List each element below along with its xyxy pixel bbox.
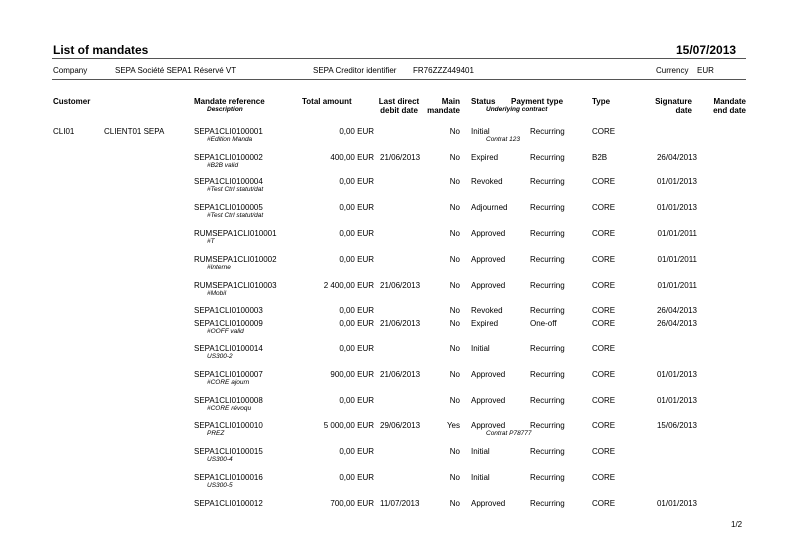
type: CORE: [592, 370, 616, 379]
main-mandate: No: [449, 203, 460, 212]
col-signature-date: [640, 97, 692, 115]
type: CORE: [592, 306, 616, 315]
last-debit-date: 21/06/2013: [380, 370, 421, 379]
type: CORE: [592, 447, 616, 456]
mandate-description: US300-2: [207, 353, 233, 360]
col-last-direct: [370, 97, 428, 115]
col-type: Type: [592, 97, 611, 106]
status: Expired: [471, 153, 499, 162]
payment-type: Recurring: [530, 153, 565, 162]
signature-date: 26/04/2013: [656, 306, 697, 315]
payment-type: Recurring: [530, 447, 565, 456]
status: Approved: [471, 229, 506, 238]
total-amount: 0,00 EUR: [339, 344, 374, 353]
type: CORE: [592, 127, 616, 136]
status: Initial: [471, 473, 490, 482]
title-rule: [52, 58, 746, 59]
mandate-ref: SEPA1CLI0100007: [194, 370, 263, 379]
signature-date: 01/01/2013: [656, 396, 697, 405]
mandate-description: US300-5: [207, 482, 233, 489]
payment-type: Recurring: [530, 306, 565, 315]
mandate-ref: SEPA1CLI0100015: [194, 447, 263, 456]
total-amount: 0,00 EUR: [339, 203, 374, 212]
mandate-ref: SEPA1CLI0100004: [194, 177, 263, 186]
payment-type: Recurring: [530, 499, 565, 508]
signature-date: 15/06/2013: [656, 421, 697, 430]
payment-type: Recurring: [530, 396, 565, 405]
mandate-ref: SEPA1CLI0100003: [194, 306, 263, 315]
mandate-description: PREZ: [207, 430, 225, 437]
signature-date: 01/01/2013: [656, 177, 697, 186]
total-amount: 0,00 EUR: [339, 127, 374, 136]
mandate-ref: RUMSEPA1CLI010001: [194, 229, 277, 238]
col-main-line1: Main: [441, 97, 460, 106]
signature-date: 01/01/2013: [656, 499, 697, 508]
type: CORE: [592, 344, 616, 353]
report-title: List of mandates: [53, 43, 149, 57]
total-amount: 0,00 EUR: [339, 255, 374, 264]
currency-value: EUR: [697, 66, 714, 75]
mandate-description: #Test Ctrl statut/dat: [207, 186, 264, 193]
col-signature-line2: date: [675, 106, 692, 115]
status: Adjourned: [471, 203, 508, 212]
info-rule: [52, 79, 746, 80]
mandate-ref: SEPA1CLI0100001: [194, 127, 263, 136]
mandate-ref: SEPA1CLI0100008: [194, 396, 263, 405]
last-debit-date: 11/07/2013: [380, 499, 420, 508]
main-mandate: No: [449, 473, 460, 482]
payment-type: Recurring: [530, 255, 565, 264]
mandate-ref: SEPA1CLI0100012: [194, 499, 263, 508]
mandate-description: #T: [207, 238, 215, 245]
mandate-ref: SEPA1CLI0100009: [194, 319, 263, 328]
payment-type: Recurring: [530, 421, 565, 430]
main-mandate: No: [449, 281, 460, 290]
col-last-direct-line2: debit date: [380, 106, 418, 115]
page-number: 1/2: [731, 520, 743, 529]
main-mandate: No: [449, 153, 460, 162]
total-amount: 0,00 EUR: [339, 306, 374, 315]
last-debit-date: 21/06/2013: [380, 319, 421, 328]
mandate-description: #Test Ctrl statut/dat: [207, 212, 264, 219]
company-value: SEPA Société SEPA1 Réservé VT: [115, 66, 237, 75]
report-date: 15/07/2013: [676, 43, 737, 57]
type: B2B: [592, 153, 608, 162]
main-mandate: No: [449, 229, 460, 238]
underlying-contract: Contrat P78777: [486, 430, 532, 437]
payment-type: Recurring: [530, 473, 565, 482]
payment-type: Recurring: [530, 177, 565, 186]
col-main-mandate: [424, 97, 460, 115]
signature-date: 01/01/2011: [657, 229, 697, 238]
type: CORE: [592, 499, 616, 508]
col-customer: Customer: [53, 97, 91, 106]
mandate-description: #CORE révoqu: [207, 405, 252, 412]
type: CORE: [592, 203, 616, 212]
col-payment-type: Payment type: [511, 97, 564, 106]
main-mandate: No: [449, 447, 460, 456]
mandate-description: US300-4: [207, 456, 233, 463]
status: Approved: [471, 499, 506, 508]
status: Initial: [471, 447, 490, 456]
type: CORE: [592, 229, 616, 238]
signature-date: 26/04/2013: [656, 153, 697, 162]
total-amount: 0,00 EUR: [339, 177, 374, 186]
status: Approved: [471, 370, 506, 379]
col-end-line1: Mandate: [713, 97, 746, 106]
status: Approved: [471, 421, 506, 430]
total-amount: 0,00 EUR: [339, 473, 374, 482]
signature-date: 01/01/2011: [657, 281, 697, 290]
total-amount: 5 000,00 EUR: [323, 421, 374, 430]
type: CORE: [592, 396, 616, 405]
col-description: Description: [207, 106, 243, 113]
total-amount: 700,00 EUR: [330, 499, 374, 508]
col-status: Status: [471, 97, 496, 106]
status: Revoked: [471, 306, 503, 315]
status: Approved: [471, 396, 506, 405]
mandate-description: #CORE ajourn: [207, 379, 250, 386]
last-debit-date: 21/06/2013: [380, 153, 421, 162]
total-amount: 900,00 EUR: [330, 370, 374, 379]
col-mandate-end: [696, 97, 746, 115]
type: CORE: [592, 281, 616, 290]
payment-type: Recurring: [530, 344, 565, 353]
total-amount: 0,00 EUR: [339, 447, 374, 456]
status: Initial: [471, 344, 490, 353]
main-mandate: No: [449, 370, 460, 379]
col-signature-line1: Signature: [655, 97, 692, 106]
signature-date: 01/01/2011: [657, 255, 697, 264]
col-end-line2: end date: [713, 106, 746, 115]
col-last-direct-line1: Last direct: [378, 97, 420, 106]
col-total-amount: Total amount: [302, 97, 352, 106]
mandate-description: #Edition Manda: [207, 136, 253, 143]
signature-date: 01/01/2013: [656, 370, 697, 379]
mandate-ref: SEPA1CLI0100002: [194, 153, 263, 162]
status: Approved: [471, 255, 506, 264]
mandate-description: #Interne: [207, 264, 231, 271]
mandate-description: #Mobil: [207, 290, 227, 297]
total-amount: 0,00 EUR: [339, 319, 374, 328]
main-mandate: No: [449, 255, 460, 264]
total-amount: 400,00 EUR: [330, 153, 374, 162]
type: CORE: [592, 177, 616, 186]
main-mandate: No: [449, 306, 460, 315]
creditor-label: SEPA Creditor identifier: [313, 66, 397, 75]
col-underlying-contract: Underlying contract: [486, 106, 548, 113]
total-amount: 0,00 EUR: [339, 229, 374, 238]
payment-type: Recurring: [530, 229, 565, 238]
mandate-description: #B2B valid: [207, 162, 239, 169]
col-mandate-ref: Mandate reference: [194, 97, 265, 106]
col-main-line2: mandate: [427, 106, 460, 115]
main-mandate: No: [449, 127, 460, 136]
total-amount: 2 400,00 EUR: [323, 281, 374, 290]
underlying-contract: Contrat 123: [486, 136, 520, 143]
main-mandate: No: [449, 319, 460, 328]
total-amount: 0,00 EUR: [339, 396, 374, 405]
mandate-ref: SEPA1CLI0100005: [194, 203, 263, 212]
type: CORE: [592, 421, 616, 430]
payment-type: Recurring: [530, 370, 565, 379]
customer-name: CLIENT01 SEPA: [104, 127, 165, 136]
signature-date: 01/01/2013: [656, 203, 697, 212]
status: Approved: [471, 281, 506, 290]
main-mandate: Yes: [446, 421, 460, 430]
customer-code: CLI01: [53, 127, 75, 136]
payment-type: Recurring: [530, 203, 565, 212]
payment-type: Recurring: [530, 281, 565, 290]
creditor-value: FR76ZZZ449401: [413, 66, 474, 75]
mandate-ref: SEPA1CLI0100014: [194, 344, 263, 353]
mandate-ref: RUMSEPA1CLI010002: [194, 255, 277, 264]
main-mandate: No: [449, 396, 460, 405]
main-mandate: No: [449, 177, 460, 186]
mandate-ref: SEPA1CLI0100010: [194, 421, 263, 430]
signature-date: 26/04/2013: [656, 319, 697, 328]
last-debit-date: 21/06/2013: [380, 281, 421, 290]
company-label: Company: [53, 66, 88, 75]
last-debit-date: 29/06/2013: [380, 421, 421, 430]
mandate-ref: RUMSEPA1CLI010003: [194, 281, 277, 290]
type: CORE: [592, 319, 616, 328]
payment-type: Recurring: [530, 127, 565, 136]
status: Initial: [471, 127, 490, 136]
type: CORE: [592, 473, 616, 482]
status: Revoked: [471, 177, 503, 186]
currency-label: Currency: [656, 66, 689, 75]
mandate-ref: SEPA1CLI0100016: [194, 473, 263, 482]
mandate-description: #OOFF valid: [207, 328, 244, 335]
status: Expired: [471, 319, 499, 328]
main-mandate: No: [449, 344, 460, 353]
type: CORE: [592, 255, 616, 264]
main-mandate: No: [449, 499, 460, 508]
payment-type: One-off: [530, 319, 557, 328]
